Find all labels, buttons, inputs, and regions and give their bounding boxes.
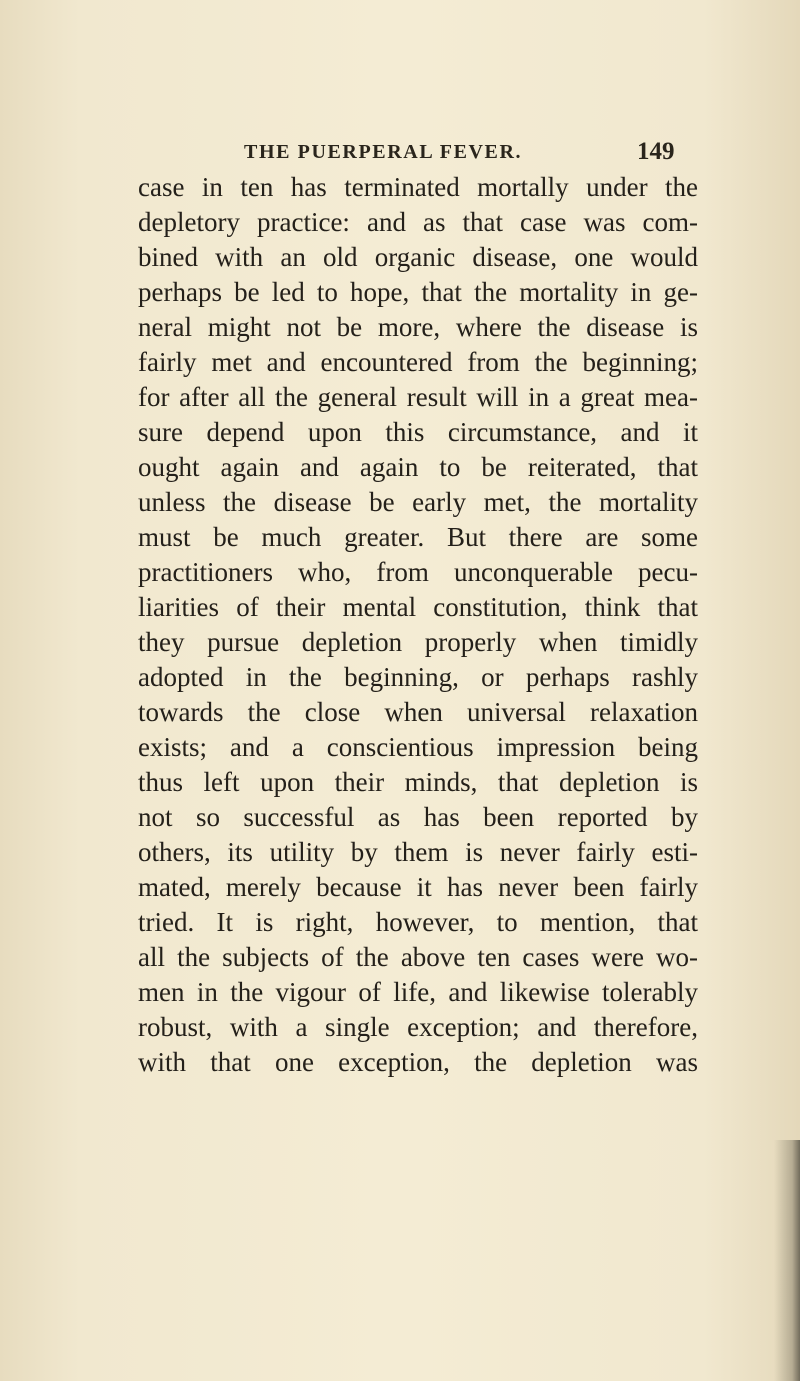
text-line: case in ten has terminated mortally under the <box>138 172 698 202</box>
text-line: thus left upon their minds, that depletion is <box>138 767 698 797</box>
running-title: THE PUERPERAL FEVER. <box>244 141 523 163</box>
running-head <box>244 138 684 171</box>
text-line: unless the disease be early met, the mortality <box>138 487 698 517</box>
text-line: towards the close when universal relaxation <box>138 697 698 727</box>
text-line: robust, with a single exception; and therefore, <box>138 1012 698 1042</box>
text-line: sure depend upon this circumstance, and it <box>138 417 698 447</box>
text-line: exists; and a conscientious impression being <box>138 732 698 762</box>
page-number: 149 <box>637 138 675 165</box>
body-text <box>138 170 698 1080</box>
text-line: mated, merely because it has never been fairly <box>138 872 698 902</box>
text-line: perhaps be led to hope, that the mortality in ge- <box>138 277 698 307</box>
text-line: tried. It is right, however, to mention, that <box>138 907 698 937</box>
text-line: adopted in the beginning, or perhaps rashly <box>138 662 698 692</box>
text-line: ought again and again to be reiterated, that <box>138 452 698 482</box>
text-line: men in the vigour of life, and likewise tolerably <box>138 977 698 1007</box>
text-line: liarities of their mental constitution, think that <box>138 592 698 622</box>
text-line: fairly met and encountered from the beginning; <box>138 347 698 377</box>
text-line: depletory practice: and as that case was com- <box>138 207 698 237</box>
text-line: must be much greater. But there are some <box>138 522 698 552</box>
page-edge-shadow <box>774 1140 800 1381</box>
text-line: for after all the general result will in a great mea- <box>138 382 698 412</box>
text-line: not so successful as has been reported by <box>138 802 698 832</box>
text-line: neral might not be more, where the disease is <box>138 312 698 342</box>
text-line: bined with an old organic disease, one would <box>138 242 698 272</box>
text-line: practitioners who, from unconquerable pecu- <box>138 557 698 587</box>
text-line: they pursue depletion properly when timidly <box>138 627 698 657</box>
text-line: with that one exception, the depletion was <box>138 1047 698 1077</box>
text-line: others, its utility by them is never fairly esti- <box>138 837 698 867</box>
text-line: all the subjects of the above ten cases were wo- <box>138 942 698 972</box>
